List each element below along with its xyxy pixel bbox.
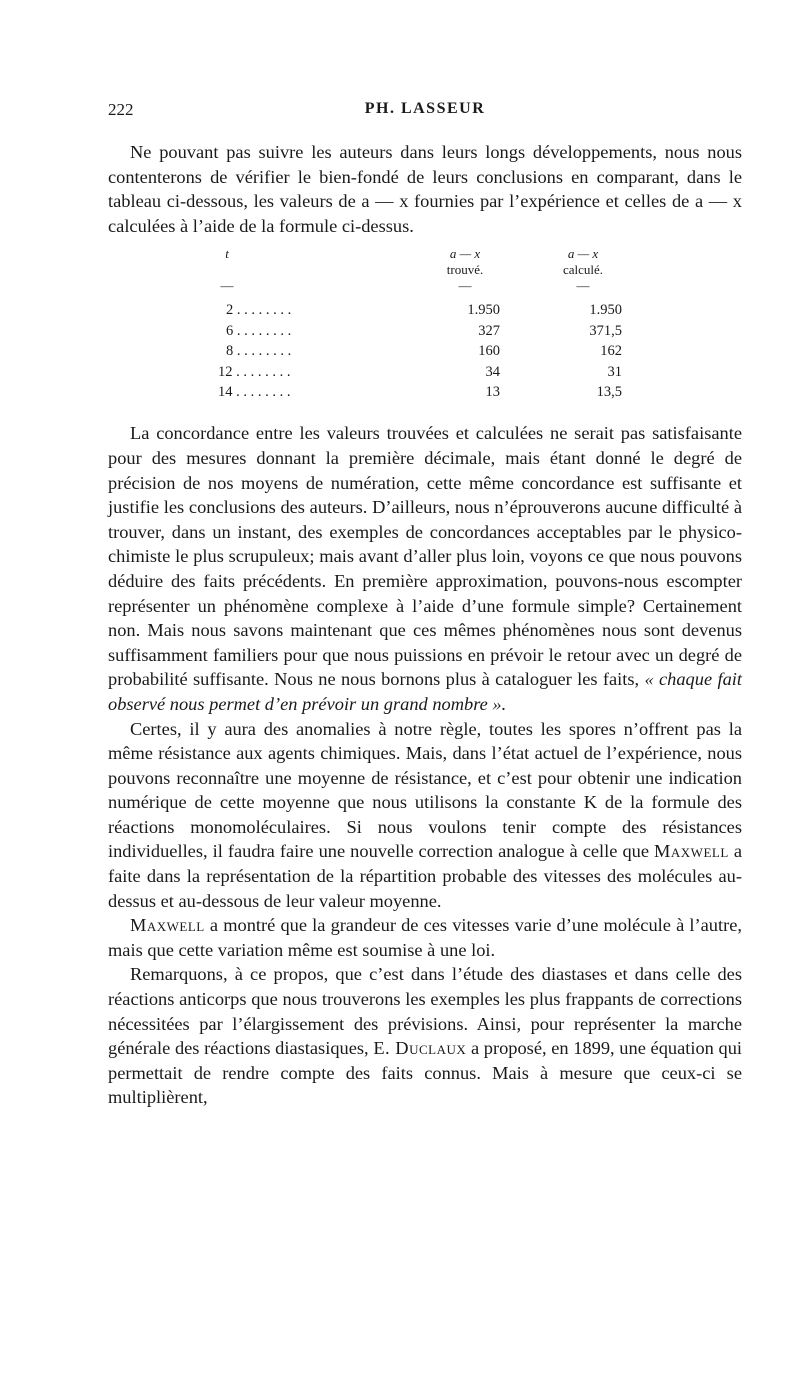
cell-t: 12 . . . . . . . . — [218, 363, 291, 380]
cell-calc: 162 — [600, 343, 622, 360]
table-row — [108, 300, 742, 321]
cell-found: 13 — [485, 384, 500, 401]
paragraph-maxwell: Maxwell a montré que la grandeur de ces vitesses varie d’une molécule à l’autre, mais que cette variation même est soumise à une loi. — [108, 915, 742, 960]
paragraph-intro: Ne pouvant pas suivre les auteurs dans leurs longs développements, nous nous contenterons de vérifier le bien-fondé de leurs conclusions en comparant, dans le tableau ci-dessous, les valeurs de a — x fournies par l’expérience et celles de a — x calculées à l’aide de la formule ci-dessus. — [108, 142, 742, 236]
quote: « chaque fait observé nous permet d’en prévoir un grand nombre ». — [108, 669, 742, 714]
cell-t: 8 . . . . . . . . — [226, 343, 292, 360]
cell-found: 160 — [478, 343, 500, 360]
author-maxwell: Maxwell — [654, 841, 729, 862]
col-header-t: t — — [220, 246, 234, 294]
results-table — [108, 246, 742, 401]
running-title: PH. LASSEUR — [364, 100, 486, 117]
paragraph-diastases: Remarquons, à ce propos, que c’est dans l’étude des diastases et dans celle des réactions anticorps que nous trouverons les exemples les plus frappants de corrections nécessitées par l’élargissement des prévisions. Ainsi, pour représenter la marche générale des réactions diastasiques, E. Duclaux a proposé, en 1899, une équation qui permettait de rendre compte des faits connus. Mais à mesure que ceux-ci se multiplièrent, — [108, 964, 743, 1108]
table-row — [108, 321, 742, 342]
cell-calc: 371,5 — [589, 322, 622, 339]
author-duclaux: E. Duclaux — [373, 1038, 467, 1059]
cell-t: 14 . . . . . . . . — [218, 384, 291, 401]
cell-calc: 13,5 — [596, 384, 622, 401]
page-number: 222 — [108, 100, 134, 119]
cell-t: 6 . . . . . . . . — [226, 322, 292, 339]
cell-found: 327 — [478, 322, 500, 339]
cell-calc: 1.950 — [589, 302, 622, 319]
cell-calc: 31 — [607, 363, 622, 380]
paragraph-concordance: La concordance entre les valeurs trouvées et calculées ne serait pas satisfaisante pour des mesures donnant la première décimale, mais étant donné le degré de précision de nos moyens de numération, cette même concordance est suffisante et justifie les conclusions des auteurs. D’ailleurs, nous n’éprouverons aucune difficulté à trouver, dans un instant, des exemples de concordances acceptables par le physico-chimiste le plus scrupuleux; mais avant d’aller plus loin, voyons ce que nous pouvons déduire des faits précédents. En première approximation, pouvons-nous escompter représenter un phénomène complexe à l’aide d’une formule simple? Certainement non. Mais nous savons maintenant que ces mêmes phénomènes nous sont devenus suffisamment familiers pour que nous puissions en prévoir le retour avec un degré de probabilité suffisante. Nous ne nous bornons plus à cataloguer les faits, « chaque fait observé nous permet d’en prévoir un grand nombre ». — [108, 423, 742, 714]
table-rows — [108, 300, 742, 403]
page-header — [108, 100, 742, 122]
table-row — [108, 341, 742, 362]
cell-found: 34 — [485, 363, 500, 380]
table-row — [108, 382, 742, 403]
cell-t: 2 . . . . . . . . — [226, 302, 292, 319]
col-header-found: a — x trouvé. — — [446, 246, 484, 294]
author-maxwell: Maxwell — [130, 915, 205, 936]
paragraph-anomalies: Certes, il y aura des anomalies à notre règle, toutes les spores n’offrent pas la même résistance aux agents chimiques. Mais, dans l’état actuel de l’expérience, nous pouvons reconnaître une moyenne de résistance, et c’est pour obtenir une indication numérique de cette moyenne que nous utilisons la constante K de la formule des réactions monomoléculaires. Si nous voulons tenir compte des résistances individuelles, il faudra faire une nouvelle correction analogue à celle que Maxwell a faite dans la représentation de la répartition probable des vitesses des molécules au-dessus et au-dessous de leur valeur moyenne. — [108, 718, 742, 911]
table-row — [108, 362, 742, 383]
cell-found: 1.950 — [467, 302, 500, 319]
text-body — [108, 140, 742, 1110]
col-header-calc: a — x calculé. — — [562, 246, 604, 294]
